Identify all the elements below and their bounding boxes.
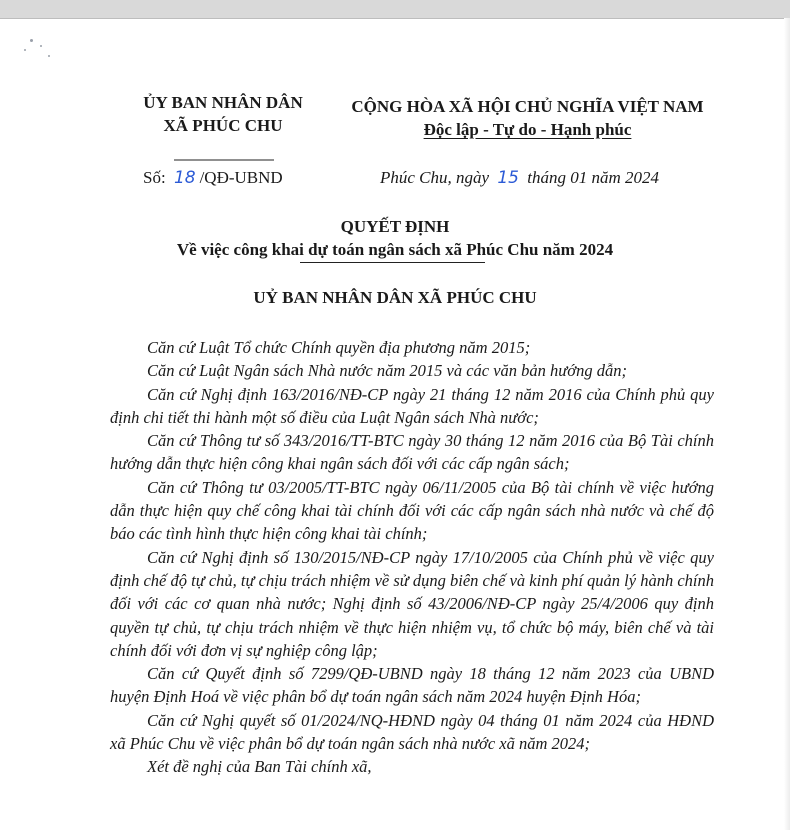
body-paragraph: Căn cứ Quyết định số 7299/QĐ-UBND ngày 18 tháng 12 năm 2023 của UBND huyện Định Hoá về việc phân bổ dự toán ngân sách năm 2024 huyện Định Hóa; bbox=[110, 664, 714, 707]
document-body bbox=[110, 336, 714, 779]
handwritten-day: 15 bbox=[497, 168, 519, 188]
date-suffix: tháng 01 năm 2024 bbox=[527, 168, 659, 187]
scan-speck bbox=[40, 45, 42, 47]
number-suffix: /QĐ-UBND bbox=[199, 168, 283, 187]
title-rule bbox=[300, 262, 485, 263]
header-left-rule bbox=[174, 159, 274, 162]
body-paragraph: Căn cứ Luật Ngân sách Nhà nước năm 2015 và các văn bản hướng dẫn; bbox=[147, 361, 627, 381]
document-number bbox=[143, 168, 283, 188]
document-date bbox=[380, 168, 659, 188]
decision-subtitle: Về việc công khai dự toán ngân sách xã Phúc Chu năm 2024 bbox=[176, 240, 614, 259]
issuing-body-header bbox=[128, 91, 318, 137]
decision-heading: QUYẾT ĐỊNH bbox=[340, 217, 450, 236]
decision-title bbox=[0, 215, 790, 261]
national-motto-header bbox=[330, 95, 725, 141]
issuing-body-line1: ỦY BAN NHÂN DÂN bbox=[143, 93, 303, 112]
issuer-heading: UỶ BAN NHÂN DÂN XÃ PHÚC CHU bbox=[253, 288, 537, 307]
handwritten-number: 18 bbox=[173, 168, 196, 188]
scan-speck bbox=[30, 39, 33, 42]
body-paragraph: Căn cứ Nghị quyết số 01/2024/NQ-HĐND ngày 04 tháng 01 năm 2024 của HĐND xã Phúc Chu về việc phân bổ dự toán ngân sách nhà nước xã năm 2024; bbox=[110, 710, 714, 754]
scan-speck bbox=[24, 49, 26, 51]
body-paragraph: Căn cứ Thông tư số 343/2016/TT-BTC ngày 30 tháng 12 năm 2016 của Bộ Tài chính hướng dẫn thực hiện công khai ngân sách đối với các cấp ngân sách; bbox=[110, 431, 714, 474]
national-motto: Độc lập - Tự do - Hạnh phúc bbox=[423, 120, 632, 139]
body-paragraph: Căn cứ Luật Tổ chức Chính quyền địa phương năm 2015; bbox=[147, 338, 531, 357]
body-paragraph: Căn cứ Nghị định số 130/2015/NĐ-CP ngày 17/10/2005 của Chính phủ về việc quy định chế độ tự chủ, tự chịu trách nhiệm về sử dụng biên chế và kinh phí quản lý hành chính đối với các cơ quan nhà nước; Nghị định số 43/2006/NĐ-CP ngày 25/4/2006 quy định quyền tự chủ, tự chịu trách nhiệm về thực hiện nhiệm vụ, tổ chức bộ máy, biên chế và tài chính đối với đơn vị sự nghiệp công lập; bbox=[110, 547, 714, 660]
issuing-body-line2: XÃ PHÚC CHU bbox=[163, 116, 283, 135]
document-page bbox=[0, 19, 790, 830]
body-paragraph: Xét đề nghị của Ban Tài chính xã, bbox=[147, 757, 372, 777]
viewer-top-bar bbox=[0, 0, 790, 19]
date-prefix: Phúc Chu, ngày bbox=[380, 168, 490, 187]
scan-speck bbox=[48, 55, 50, 57]
number-prefix: Số: bbox=[143, 168, 166, 187]
body-paragraph: Căn cứ Thông tư 03/2005/TT-BTC ngày 06/11/2005 của Bộ tài chính về việc hướng dẫn thực hiện quy chế công khai tài chính đối với các cấp ngân sách nhà nước và chế độ báo các tình hình thực hiện công khai tài chính; bbox=[110, 477, 714, 544]
body-paragraph: Căn cứ Nghị định 163/2016/NĐ-CP ngày 21 tháng 12 năm 2016 của Chính phủ quy định chi tiết thi hành một số điều của Luật Ngân sách Nhà nước; bbox=[110, 384, 714, 427]
national-name: CỘNG HÒA XÃ HỘI CHỦ NGHĨA VIỆT NAM bbox=[351, 97, 704, 116]
